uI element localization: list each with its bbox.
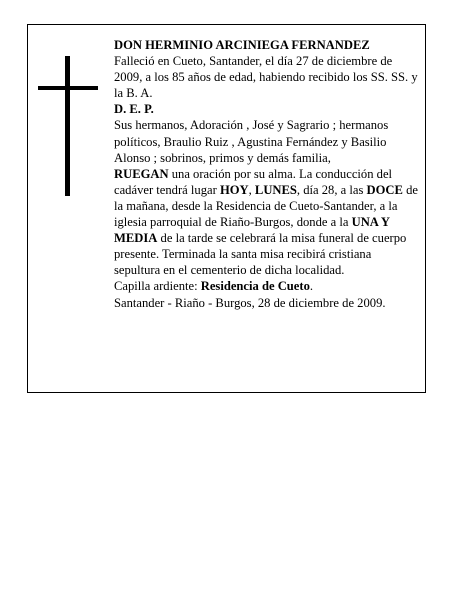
lunes-word: LUNES xyxy=(254,182,297,197)
death-details: Falleció en Cueto, Santander, el día 27 de diciembre de 2009, a los 85 años de edad, habiendo recibido los SS. SS. y la B. A. xyxy=(114,54,418,101)
cross-horizontal-bar xyxy=(38,86,98,90)
ruegan-word: RUEGAN xyxy=(114,166,169,181)
deceased-name: DON HERMINIO ARCINIEGA FERNANDEZ xyxy=(114,38,370,52)
ceremony-paragraph: RUEGAN una oración por su alma. La conducción del cadáver tendrá lugar HOY, LUNES, día 28, a las DOCE de la mañana, desde la Residencia de Cueto-Santander, a la iglesia parroquial de Riaño-Burgos, donde a la UNA Y MEDIA de la tarde se celebrará la misa funeral de cuerpo presente. Terminada la santa misa recibirá cristiana sepultura en el cementerio de dicha localidad. xyxy=(114,166,418,278)
capilla-line: Capilla ardiente: Residencia de Cueto. xyxy=(114,279,314,294)
capilla-place: Residencia de Cueto xyxy=(200,279,310,294)
closing-line: Santander - Riaño - Burgos, 28 de diciembre de 2009. xyxy=(114,295,386,310)
obituary-text xyxy=(114,37,419,311)
una-y-media-word: UNA Y MEDIA xyxy=(114,215,390,246)
doce-word: DOCE xyxy=(366,182,403,197)
hoy-word: HOY xyxy=(219,182,249,197)
dep-line: D. E. P. xyxy=(114,102,154,117)
cross-icon xyxy=(38,56,98,196)
family-paragraph: Sus hermanos, Adoración , José y Sagrario ; hermanos políticos, Braulio Ruiz , Agustina Fernández y Basilio Alonso ; sobrinos, primos y demás familia, xyxy=(114,118,389,165)
cross-vertical-bar xyxy=(65,56,70,196)
